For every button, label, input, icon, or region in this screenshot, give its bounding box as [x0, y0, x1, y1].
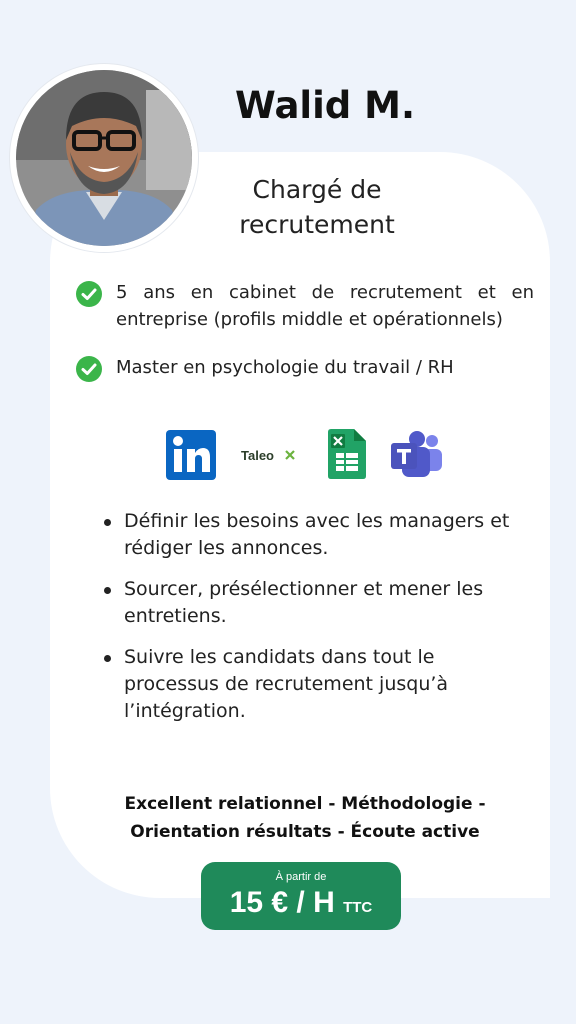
check-circle-icon	[76, 281, 102, 307]
list-item: Suivre les candidats dans tout le processus de recrutement jusqu’à l’intégration.	[100, 644, 510, 725]
check-circle-icon	[76, 356, 102, 382]
taleo-logo	[240, 445, 300, 467]
list-item: Sourcer, présélectionner et mener les entretiens.	[100, 576, 510, 630]
microsoft-teams-icon	[390, 430, 444, 480]
linkedin-icon	[166, 430, 216, 480]
missions-list	[100, 508, 510, 739]
tools-row	[0, 427, 576, 483]
price-amount-line	[201, 886, 401, 925]
profile-role: Chargé de recrutement	[239, 175, 395, 239]
price-badge[interactable]	[201, 862, 401, 930]
highlight-item	[76, 354, 454, 382]
highlight-text: 5 ans en cabinet de recrutement et en entreprise (profils middle et opérationnels)	[116, 282, 534, 330]
highlight-text: Master en psychologie du travail / RH	[116, 357, 454, 378]
avatar	[10, 64, 198, 252]
avatar-photo	[16, 70, 192, 246]
price-unit: TTC	[343, 899, 373, 916]
skills-summary: Excellent relationnel - Méthodologie - Orientation résultats - Écoute active	[124, 794, 486, 842]
profile-name: Walid M.	[234, 84, 416, 127]
price-amount: 15 € / H	[229, 886, 335, 919]
highlight-item	[76, 279, 534, 333]
price-prefix: À partir de	[275, 871, 327, 883]
svg-text:Taleo: Taleo	[241, 448, 274, 463]
google-sheets-icon	[328, 429, 366, 479]
list-item: Définir les besoins avec les managers et rédiger les annonces.	[100, 508, 510, 562]
